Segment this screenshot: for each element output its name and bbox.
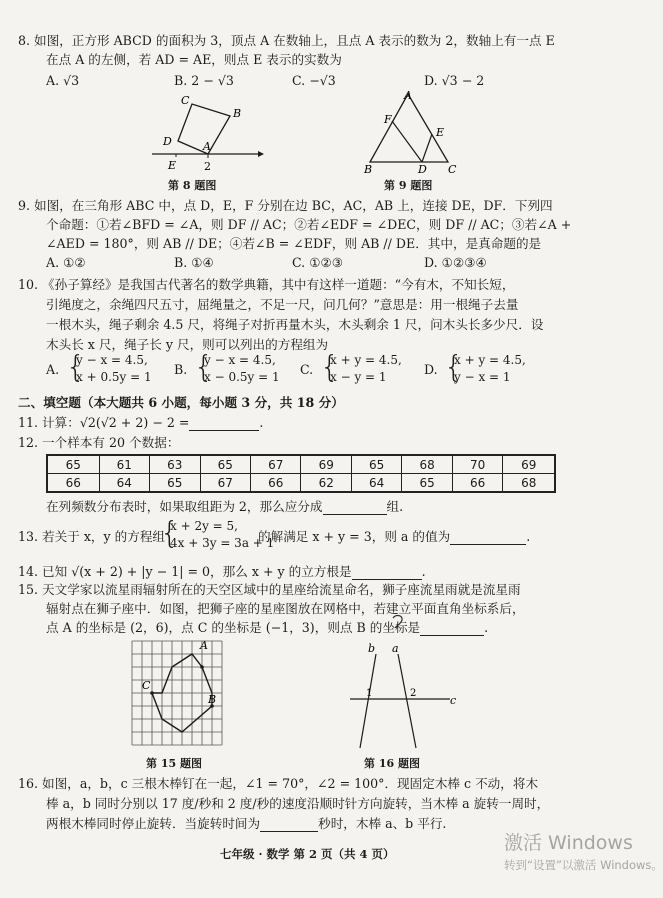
answer-blank (450, 544, 526, 545)
point-a (200, 665, 204, 669)
q10-line-3: 一根木头，绳子剩余 4.5 尺，将绳子对折再量木头，木头剩余 1 尺，问木头长多少尺．设 (46, 317, 544, 332)
section-heading: 二、填空题（本大题共 6 小题，每小题 3 分，共 18 分） (18, 395, 344, 410)
label-b: B (364, 163, 373, 176)
q8-figure (150, 92, 265, 177)
q8-option-a: A. √3 (46, 73, 80, 88)
q9-option-c: C. ①②③ (292, 255, 344, 270)
q15-line-1: 15. 天文学家以流星雨辐射所在的天空区域中的星座给流星命名，狮子座流星雨就是流星雨 (18, 582, 521, 597)
q15-line-3: 点 A 的坐标是 (2，6)，点 C 的坐标是 (−1，3)，则点 B 的坐标是 . (46, 620, 489, 635)
q8-option-c: C. −√3 (292, 73, 336, 88)
label-d: D (418, 163, 427, 176)
q16-line-3: 两根木棒同时停止旋转．当旋转时间为 秒时，木棒 a、b 平行. (46, 816, 447, 831)
q9-figure (362, 90, 462, 175)
q8-line-1: 8. 如图，正方形 ABCD 的面积为 3，顶点 A 在数轴上，且点 A 表示的数为 2，数轴上有一点 E (18, 33, 555, 48)
segment-de (422, 134, 432, 162)
brace: { (66, 350, 86, 385)
label-a: a (392, 642, 399, 655)
label-angle-1: 1 (366, 688, 373, 699)
q15-figure (128, 637, 228, 752)
segment-df (392, 121, 422, 162)
label-angle-2: 2 (410, 688, 417, 699)
q9-line-1: 9. 如图，在三角形 ABC 中，点 D，E，F 分别在边 BC，AC，AB 上，连接 DE，DF．下列四 (18, 198, 553, 213)
q13-text: 13. 若关于 x，y 的方程组 (18, 529, 166, 544)
label-b: B (208, 693, 217, 706)
q15-caption: 第 15 题图 (146, 757, 202, 770)
watermark-title: 激活 Windows (504, 832, 633, 854)
q13-after: 的解满足 x + y = 3，则 a 的值为 . (258, 529, 531, 544)
handwritten-mark (390, 614, 406, 630)
label-a: A (200, 639, 208, 652)
label-c: C (142, 679, 151, 692)
point-c (150, 691, 154, 695)
q10-line-4: 木头长 x 尺，绳子长 y 尺，则可以列出的方程组为 (46, 337, 329, 352)
answer-blank (260, 831, 318, 832)
answer-blank (420, 635, 484, 636)
label-b: b (368, 642, 376, 655)
q8-option-d: D. √3 − 2 (424, 73, 485, 88)
rod-b (360, 654, 376, 748)
label-a: A (404, 89, 412, 102)
q16-figure (344, 642, 459, 752)
answer-blank (189, 430, 259, 431)
label-c: c (450, 694, 457, 707)
q9-line-2: 个命题：①若∠BFD = ∠A，则 DF // AC；②若∠EDF = ∠DEC，则 DF // AC；③若∠A + (46, 217, 572, 232)
label-e: E (168, 159, 177, 172)
exam-page: 8. 如图，正方形 ABCD 的面积为 3，顶点 A 在数轴上，且点 A 表示的数为 2，数轴上有一点 E 在点 A 的左侧，若 AD = AE，则点 E 表示的实数为 A. √3 B. 2 − √3 C. −√3 D. √3 − 2 C B D A E 2 第 8 题图 A F E B D C 第 9 题图 9. 如图，在三角形 ABC 中，点 D，E，F 分别在边 BC，AC，AB 上，连接 DE，DF．下列四 个命题：①若∠BFD = ∠A，则 DF // AC；②若∠EDF = ∠DEC，则 DF // AC；③若∠A + ∠AED = 180°，则 AB // DE；④若∠B = ∠EDF，则 AB // DE．其中，是真命题的是 A. ①② B. ①④ C. ①②③ D. ①②③④ 10. 《孙子算经》是我国古代著名的数学典籍，其中有这样一道题：“今有木，不知长短， 引绳度之，余绳四尺五寸，屈绳量之，不足一尺，问几何？”意思是：用一根绳子去量 一根木头，绳子剩余 4.5 尺，将绳子对折再量木头，木头剩余 1 尺，问木头长多少尺．设 木头长 x 尺，绳子长 y 尺，则可以列出的方程组为 A. { y − x = 4.5, x + 0.5y = 1 B. { y − x = 4.5, x − 0.5y = 1 C. { x + y = 4.5, x − y = 1 D. { x + y = 4.5, y − x = 1 二、填空题（本大题共 6 小题，每小题 3 分，共 18 分） 11. 计算：√2(√2 + 2) − 2 = . 12. 一个样本有 20 个数据： 65 61 63 65 67 69 65 68 70 69 66 64 65 67 66 62 64 65 66 68 在列频数分布表时，如果取组距为 2，那么应分成 组. 13. 若关于 x，y 的方程组 { x + 2y = 5, 4x + 3y = 3a + 1 的解满足 x + y = 3，则 a 的值为 . 14. 已知 √(x + 2) + |y − 1| = 0，那么 x + y 的立方根是 . 15. 天文学家以流星雨辐射所在的天空区域中的星座给流星命名，狮子座流星雨就是流星雨 辐射点在狮子座中．如图，把狮子座的星座图放在网格中，若建立平面直角坐标系后， 点 A 的坐标是 (2，6)，点 C 的坐标是 (−1，3)，则点 B 的坐标是 . A C B 第 15 题图 b a 1 2 c 第 16 题图 16. 如图，a，b，c 三根木棒钉在一起，∠1 = 70°，∠2 = 100°．现固定木棒 c 不动，将木 棒 a，b 同时分别以 17 度/秒和 2 度/秒的速度沿顺时针方向旋转，当木棒 a 旋转一周时， 两根木棒同时停止旋转．当旋转时间为 秒时，木棒 a、b 平行. 七年级 · 数学 第 2 页（共 4 页） 激活 Windows 转到“设置”以激活 Windows。 (18, 33, 663, 872)
watermark-subtitle: 转到“设置”以激活 Windows。 (504, 858, 663, 872)
q10-option-a-letter: A. (46, 362, 60, 377)
label-two: 2 (204, 160, 211, 173)
label-c: C (181, 94, 190, 107)
q16-line-1: 16. 如图，a，b，c 三根木棒钉在一起，∠1 = 70°，∠2 = 100°．现固定木棒 c 不动，将木 (18, 776, 539, 791)
label-a: A (203, 140, 211, 153)
q12-after: 在列频数分布表时，如果取组距为 2，那么应分成 组. (46, 499, 404, 514)
brace: { (320, 350, 340, 385)
q16-caption: 第 16 题图 (364, 757, 420, 770)
q10-line-1: 10. 《孙子算经》是我国古代著名的数学典籍，其中有这样一道题：“今有木，不知长短， (18, 277, 515, 292)
q11: 11. 计算：√2(√2 + 2) − 2 = . (18, 415, 264, 430)
q12-data-table (46, 454, 556, 493)
q9-caption: 第 9 题图 (384, 179, 433, 192)
label-d: D (163, 135, 172, 148)
q10-option-b-letter: B. (174, 362, 188, 377)
q10-option-d-letter: D. (424, 362, 438, 377)
brace: { (194, 350, 214, 385)
label-e: E (436, 126, 445, 139)
q15-line-2: 辐射点在狮子座中．如图，把狮子座的星座图放在网格中，若建立平面直角坐标系后， (46, 601, 525, 616)
q8-caption: 第 8 题图 (168, 179, 217, 192)
page-footer: 七年级 · 数学 第 2 页（共 4 页） (220, 847, 395, 861)
rod-a (398, 654, 416, 748)
table-row: 66 64 65 67 66 62 64 65 66 68 (47, 474, 555, 493)
q8-line-2: 在点 A 的左侧，若 AD = AE，则点 E 表示的实数为 (46, 52, 342, 67)
q9-option-d: D. ①②③④ (424, 255, 487, 270)
brace: { (444, 350, 464, 385)
label-b: B (233, 107, 242, 120)
q9-option-a: A. ①② (46, 255, 86, 270)
q14: 14. 已知 √(x + 2) + |y − 1| = 0，那么 x + y 的立方根是 . (18, 564, 426, 579)
brace: { (160, 516, 180, 551)
table-row: 65 61 63 65 67 69 65 68 70 69 (47, 455, 555, 474)
q12-text: 12. 一个样本有 20 个数据： (18, 435, 180, 450)
answer-blank (323, 514, 387, 515)
label-c: C (448, 163, 457, 176)
q16-line-2: 棒 a，b 同时分别以 17 度/秒和 2 度/秒的速度沿顺时针方向旋转，当木棒 a 旋转一周时， (46, 796, 550, 811)
q8-option-b: B. 2 − √3 (174, 73, 234, 88)
answer-blank (352, 579, 422, 580)
number-line-arrow (258, 151, 264, 157)
q10-option-c-letter: C. (300, 362, 314, 377)
q9-line-3: ∠AED = 180°，则 AB // DE；④若∠B = ∠EDF，则 AB // DE．其中，是真命题的是 (46, 236, 542, 251)
label-f: F (384, 113, 392, 126)
q10-line-2: 引绳度之，余绳四尺五寸，屈绳量之，不足一尺，问几何？”意思是：用一根绳子去量 (46, 297, 519, 312)
q9-option-b: B. ①④ (174, 255, 214, 270)
